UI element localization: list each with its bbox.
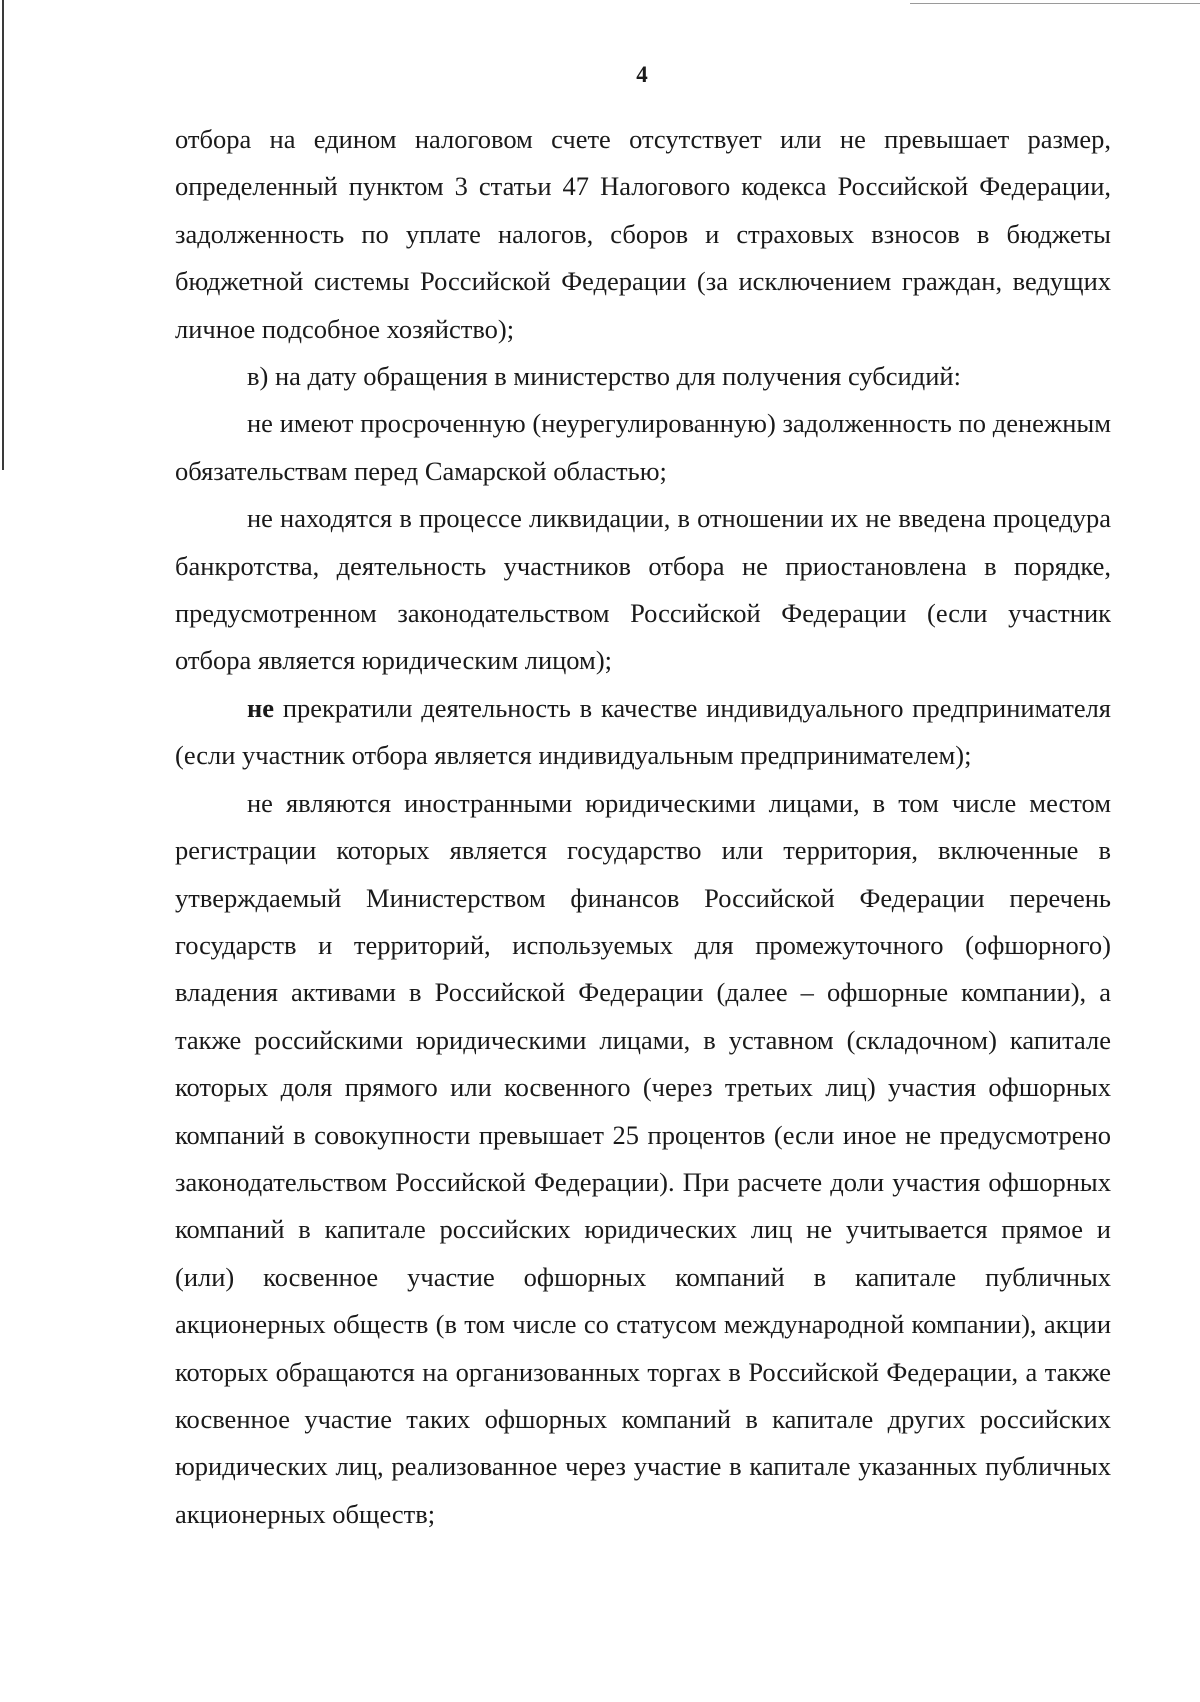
scan-edge-top [910,3,1200,4]
paragraph-not-ceased [175,685,1111,780]
paragraph-item-v: в) на дату обращения в министерство для получения субсидий: [247,361,961,392]
paragraph-not-ceased-text: прекратили деятельность в качестве индивидуального предпринимателя (если участник отбора является индивидуальным предпринимателем); [175,692,1111,771]
scan-edge-left [2,0,4,470]
paragraph-not-foreign: не являются иностранными юридическими лицами, в том числе местом регистрации которых является государство или территория, включенные в утверждаемый Министерством финансов Российской Федерации перечень государств и территорий, используемых для промежуточного (офшорного) владения активами в Российской Федерации (далее – офшорные компании), а также российскими юридическими лицами, в уставном (складочном) капитале которых доля прямого или косвенного (через третьих лиц) участия офшорных компаний в совокупности превышает 25 процентов (если иное не предусмотрено законодательством Российской Федерации). При расчете доли участия офшорных компаний в капитале российских юридических лиц не учитывается прямое и (или) косвенное участие офшорных компаний в капитале публичных акционерных обществ (в том числе со статусом международной компании), акции которых обращаются на организованных торгах в Российской Федерации, а также косвенное участие таких офшорных компаний в капитале других российских юридических лиц, реализованное через участие в капитале указанных публичных акционерных обществ; [175,787,1111,1529]
paragraph-continuation: отбора на едином налоговом счете отсутствует или не превышает размер, определенный пунктом 3 статьи 47 Налогового кодекса Российской Федерации, задолженность по уплате налогов, сборов и страховых взносов в бюджеты бюджетной системы Российской Федерации (за исключением граждан, ведущих личное подсобное хозяйство); [175,124,1111,344]
page-number: 4 [636,62,648,87]
paragraph-no-liquidation: не находятся в процессе ликвидации, в отношении их не введена процедура банкротства, деятельность участников отбора не приостановлена в порядке, предусмотренном законодательством Российской Федерации (если участник отбора является юридическим лицом); [175,503,1111,676]
paragraph-no-debt: не имеют просроченную (неурегулированную) задолженность по денежным обязательствам перед Самарской областью; [175,408,1111,486]
document-body [175,116,1111,1538]
bold-lead-word: не [247,692,275,723]
